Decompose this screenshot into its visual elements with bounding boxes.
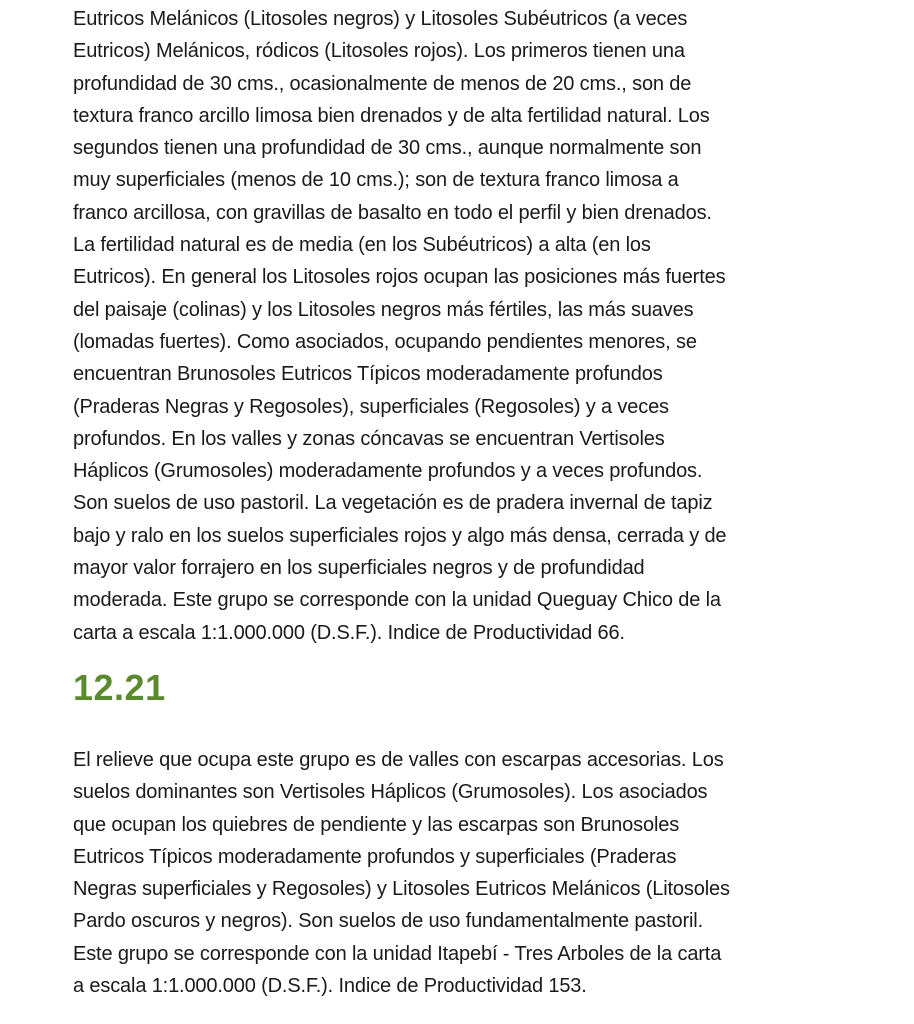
text-line: del paisaje (colinas) y los Litosoles negros más fértiles, las más suaves (73, 298, 694, 321)
text-line: muy superficiales (menos de 10 cms.); son de textura franco limosa a (73, 169, 679, 192)
paragraph-unit-description (73, 744, 813, 1002)
text-line: carta a escala 1:1.000.000 (D.S.F.). Indice de Productividad 66. (73, 621, 625, 644)
text-line: textura franco arcillo limosa bien drenados y de alta fertilidad natural. Los (73, 104, 710, 127)
text-line: moderada. Este grupo se corresponde con la unidad Queguay Chico de la (73, 589, 721, 612)
text-line: Eutricos Melánicos (Litosoles negros) y Litosoles Subéutricos (a veces (73, 8, 688, 30)
text-line: profundidad de 30 cms., ocasionalmente de menos de 20 cms., son de (73, 72, 692, 95)
text-line: La fertilidad natural es de media (en los Subéutricos) a alta (en los (73, 234, 651, 257)
text-line: Son suelos de uso pastoril. La vegetación es de pradera invernal de tapiz (73, 492, 713, 515)
text-line: (lomadas fuertes). Como asociados, ocupando pendientes menores, se (73, 330, 697, 353)
text-line: Eutricos Típicos moderadamente profundos y superficiales (Praderas (73, 845, 677, 868)
text-line: Este grupo se corresponde con la unidad Itapebí - Tres Arboles de la carta (73, 942, 722, 965)
text-line: Pardo oscuros y negros). Son suelos de uso fundamentalmente pastoril. (73, 910, 704, 933)
text-line: Eutricos) Melánicos, ródicos (Litosoles rojos). Los primeros tienen una (73, 40, 685, 63)
text-line: El relieve que ocupa este grupo es de valles con escarpas accesorias. Los (73, 748, 724, 771)
paragraph-soil-description (73, 3, 813, 649)
document-page (73, 3, 813, 1002)
text-line: mayor valor forrajero en los superficiales negros y de profundidad (73, 557, 645, 580)
text-line: franco arcillosa, con gravillas de basalto en todo el perfil y bien drenados. (73, 201, 712, 224)
text-line: a escala 1:1.000.000 (D.S.F.). Indice de Productividad 153. (73, 975, 587, 998)
text-line: Negras superficiales y Regosoles) y Litosoles Eutricos Melánicos (Litosoles (73, 878, 730, 901)
text-line: (Praderas Negras y Regosoles), superficiales (Regosoles) y a veces (73, 395, 669, 418)
text-line: profundos. En los valles y zonas cóncavas se encuentran Vertisoles (73, 427, 665, 450)
text-line: Háplicos (Grumosoles) moderadamente profundos y a veces profundos. (73, 460, 703, 483)
text-line: bajo y ralo en los suelos superficiales rojos y algo más densa, cerrada y de (73, 524, 727, 547)
text-line: suelos dominantes son Vertisoles Háplicos (Grumosoles). Los asociados (73, 781, 708, 804)
text-line: encuentran Brunosoles Eutricos Típicos moderadamente profundos (73, 363, 663, 386)
text-line: Eutricos). En general los Litosoles rojos ocupan las posiciones más fuertes (73, 266, 726, 289)
text-line: segundos tienen una profundidad de 30 cms., aunque normalmente son (73, 137, 702, 160)
section-heading: 12.21 (73, 666, 166, 708)
text-line: que ocupan los quiebres de pendiente y las escarpas son Brunosoles (73, 813, 680, 836)
